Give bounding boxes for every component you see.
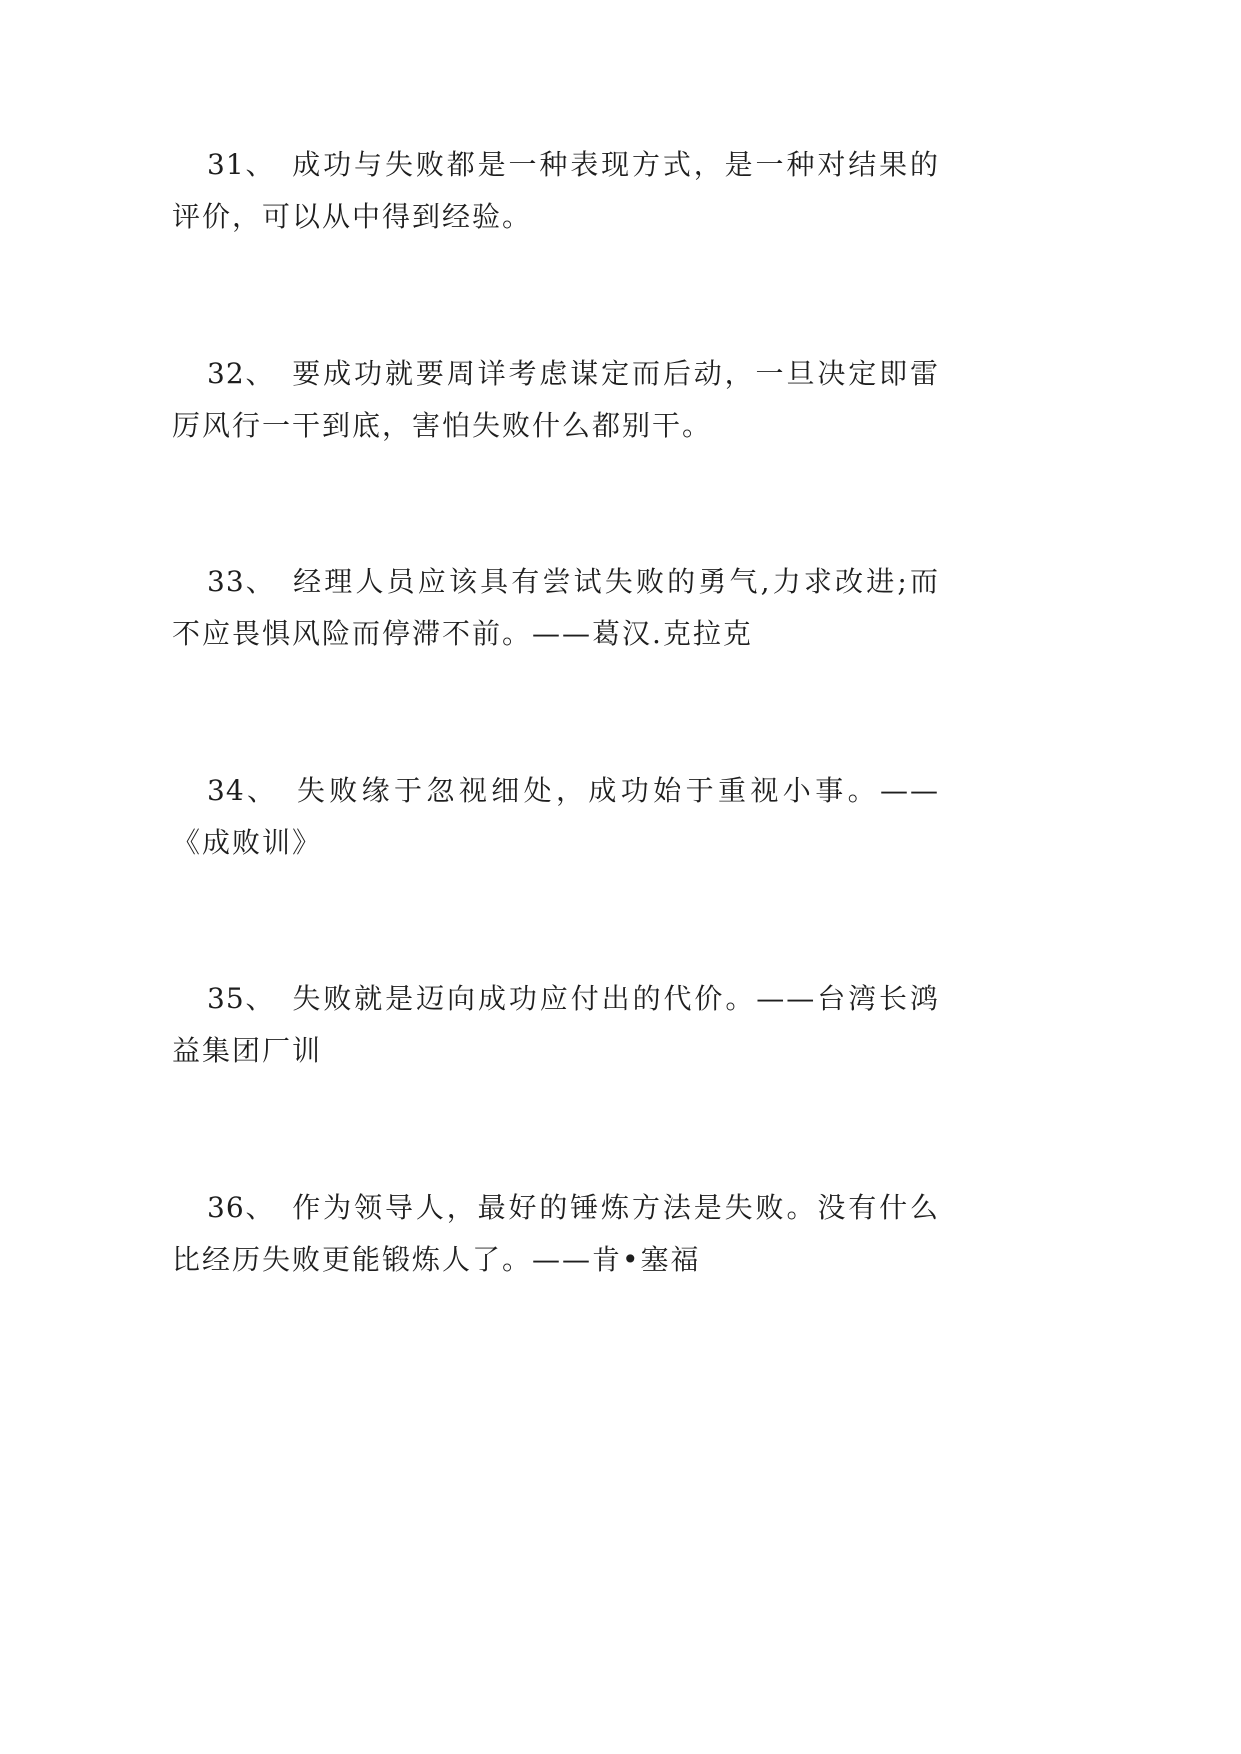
quote-number: 34、 <box>207 773 279 807</box>
quote-number: 35、 <box>207 982 276 1015</box>
quote-number: 31、 <box>207 148 276 181</box>
quote-number: 32、 <box>207 356 276 390</box>
quote-item <box>172 139 940 243</box>
quote-text: 成功与失败都是一种表现方式，是一种对结果的评价，可以从中得到经验。 <box>172 148 940 233</box>
quote-text: 要成功就要周详考虑谋定而后动，一旦决定即雷厉风行一干到底，害怕失败什么都别干。 <box>172 356 940 442</box>
quote-item <box>172 1182 940 1286</box>
quote-text: 作为领导人，最好的锤炼方法是失败。没有什么比经历失败更能锻炼人了。——肯•塞福 <box>172 1190 940 1276</box>
quote-text: 经理人员应该具有尝试失败的勇气,力求改进;而不应畏惧风险而停滞不前。——葛汉.克拉克 <box>172 565 940 650</box>
quote-item <box>172 973 940 1077</box>
quote-item <box>172 348 940 452</box>
quote-text: 失败缘于忽视细处，成功始于重视小事。——《成败训》 <box>172 773 940 859</box>
quote-text: 失败就是迈向成功应付出的代价。——台湾长鸿益集团厂训 <box>172 982 940 1067</box>
quote-item <box>172 556 940 660</box>
quote-number: 33、 <box>207 565 276 598</box>
quote-item <box>172 765 940 869</box>
quote-list <box>172 139 940 1390</box>
quote-number: 36、 <box>207 1190 276 1224</box>
